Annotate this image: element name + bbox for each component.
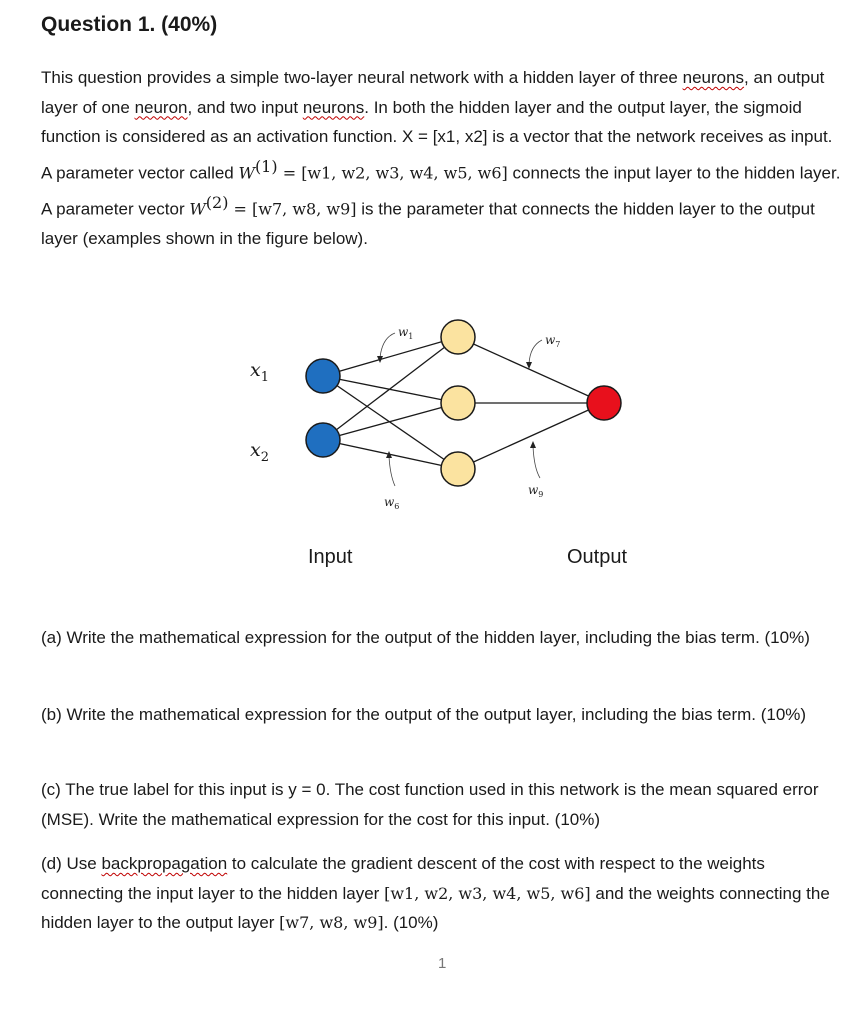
- question-a: (a) Write the mathematical expression for the output of the hidden layer, including the bias term. (10%): [41, 628, 810, 647]
- w2-vector: = [w7, w8, w9]: [228, 199, 357, 219]
- question-d: [41, 849, 841, 938]
- hidden-node-2: [441, 386, 475, 420]
- weight-label-w9: $w_9$: [528, 483, 544, 499]
- input-label-x2: $x_2$: [250, 439, 269, 465]
- spell-flag-word: neurons: [682, 68, 745, 87]
- question-d-text: (d) Use: [41, 854, 102, 873]
- w1-superscript: (1): [254, 156, 278, 176]
- input-hidden-edges: [323, 337, 458, 469]
- weight-label-w7: $w_7$: [545, 333, 561, 349]
- w6-pointer: [389, 456, 395, 486]
- weight-label-w1: $w_1$: [398, 325, 414, 341]
- intro-text: connects the input layer to the hidden layer. A parameter vector: [41, 163, 841, 219]
- hidden-node-3: [441, 452, 475, 486]
- edge: [458, 337, 604, 403]
- w7-pointer: [529, 340, 542, 364]
- w9-arrowhead: [530, 441, 536, 448]
- intro-paragraph: [41, 63, 841, 253]
- weight-label-w6: $w_6$: [384, 495, 400, 511]
- w2-symbol: W: [189, 199, 206, 219]
- input-node-1: [306, 359, 340, 393]
- edge: [323, 337, 458, 440]
- intro-text: , and two input: [187, 97, 303, 117]
- intro-text: . In both the hidden layer and the output layer, the sigmoid function is considered as an activation function. X = [x1, x2] is a vector that the network receives as input. A parameter vector called: [41, 97, 833, 183]
- edge: [458, 403, 604, 469]
- edge: [323, 403, 458, 440]
- neural-network-figure: [0, 290, 862, 590]
- spell-flag-word: neuron: [134, 97, 188, 117]
- edge: [323, 337, 458, 376]
- question-c: (c) The true label for this input is y = 0. The cost function used in this network is the mean squared error (MSE). Write the mathematical expression for the cost for this input. (10%): [41, 780, 819, 829]
- intro-text: This question provides a simple two-layer neural network with a hidden layer of three: [41, 68, 683, 87]
- hidden-output-edges: [458, 337, 604, 469]
- spell-flag-word: backpropagation: [101, 854, 228, 873]
- intro-text: is the parameter that connects the hidden layer to the output layer (examples shown in the figure below).: [41, 199, 815, 248]
- page-number: 1: [438, 955, 447, 972]
- input-node-2: [306, 423, 340, 457]
- hidden-output-weights-vector: [w7, w8, w9]: [279, 913, 384, 932]
- question-title: Question 1. (40%): [41, 13, 218, 36]
- input-label-x1: $x_1$: [250, 359, 269, 385]
- spell-flag-word: neurons: [302, 97, 365, 117]
- output-node: [587, 386, 621, 420]
- input-hidden-weights-vector: [w1, w2, w3, w4, w5, w6]: [384, 883, 591, 903]
- question-b: (b) Write the mathematical expression for the output of the output layer, including the bias term. (10%): [41, 705, 807, 724]
- input-caption: Input: [308, 546, 353, 568]
- hidden-node-1: [441, 320, 475, 354]
- w9-pointer: [533, 446, 540, 478]
- intro-text: , an output layer of one: [41, 68, 825, 117]
- w1-symbol: W: [238, 163, 255, 183]
- question-d-text: . (10%): [383, 913, 439, 932]
- question-d-text: and the weights connecting the hidden layer to the output layer: [41, 883, 830, 932]
- w2-superscript: (2): [205, 192, 229, 212]
- w1-vector: = [w1, w2, w3, w4, w5, w6]: [277, 163, 508, 183]
- output-caption: Output: [567, 546, 628, 568]
- w1-pointer: [380, 333, 395, 358]
- question-d-text: to calculate the gradient descent of the cost with respect to the weights connecting the input layer to the hidden layer: [41, 854, 765, 903]
